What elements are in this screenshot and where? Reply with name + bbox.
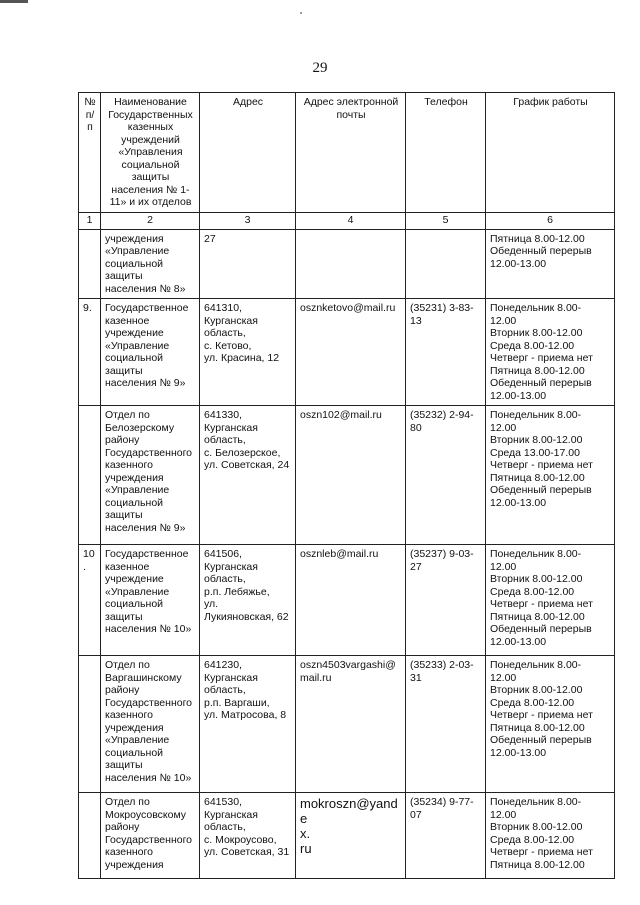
header-name: Наименование Государственных казенных учреждений «Управления социальной защиты населения № 1- 11» и их отделов	[101, 93, 200, 213]
row-number: 9.	[79, 299, 101, 406]
address: 641330, Курганская область, с. Белозерское, ул. Советская, 24	[200, 406, 296, 545]
table-row	[79, 545, 615, 656]
row-number	[79, 406, 101, 545]
header-email: Адрес электронной почты	[296, 93, 406, 213]
row-number	[79, 229, 101, 299]
social-protection-offices-table	[78, 92, 615, 879]
table-row	[79, 406, 615, 545]
scan-artifact-mark	[0, 0, 28, 3]
schedule: Понедельник 8.00- 12.00 Вторник 8.00-12.00 Среда 8.00-12.00 Четверг - приема нет Пятница 8.00-12.00 Обеденный перерыв 12.00-13.00	[486, 656, 615, 793]
email: mokroszn@yande x. ru	[296, 793, 406, 879]
institution-name: Отдел по Мокроусовскому району Государственного казенного учреждения	[101, 793, 200, 879]
header-address: Адрес	[200, 93, 296, 213]
institution-name: Отдел по Варгашинскому району Государственного казенного учреждения «Управление социальной защиты населения № 10»	[101, 656, 200, 793]
schedule: Пятница 8.00-12.00 Обеденный перерыв 12.00-13.00	[486, 229, 615, 299]
phone	[406, 229, 486, 299]
table-row	[79, 656, 615, 793]
phone: (35237) 9-03- 27	[406, 545, 486, 656]
column-numbers-row	[79, 212, 615, 229]
address: 27	[200, 229, 296, 299]
email: osznketovo@mail.ru	[296, 299, 406, 406]
institution-name: Государственное казенное учреждение «Управление социальной защиты населения № 10»	[101, 545, 200, 656]
table-header-row	[79, 93, 615, 213]
column-number: 5	[406, 212, 486, 229]
header-phone: Телефон	[406, 93, 486, 213]
address: 641310, Курганская область, с. Кетово, ул. Красина, 12	[200, 299, 296, 406]
schedule: Понедельник 8.00- 12.00 Вторник 8.00-12.00 Среда 8.00-12.00 Четверг - приема нет Пятница 8.00-12.00 Обеденный перерыв 12.00-13.00	[486, 299, 615, 406]
table-row	[79, 229, 615, 299]
email	[296, 229, 406, 299]
email: oszn4503vargashi@ mail.ru	[296, 656, 406, 793]
institution-name: Государственное казенное учреждение «Управление социальной защиты населения № 9»	[101, 299, 200, 406]
row-number: 10.	[79, 545, 101, 656]
phone: (35231) 3-83- 13	[406, 299, 486, 406]
institution-name: учреждения «Управление социальной защиты населения № 8»	[101, 229, 200, 299]
column-number: 2	[101, 212, 200, 229]
row-number	[79, 656, 101, 793]
table-row	[79, 299, 615, 406]
institution-name: Отдел по Белозерскому району Государственного казенного учреждения «Управление социальной защиты населения № 9»	[101, 406, 200, 545]
schedule: Понедельник 8.00- 12.00 Вторник 8.00-12.00 Среда 8.00-12.00 Четверг - приема нет Пятница 8.00-12.00 Обеденный перерыв 12.00-13.00	[486, 545, 615, 656]
column-number: 3	[200, 212, 296, 229]
address: 641530, Курганская область, с. Мокроусово, ул. Советская, 31	[200, 793, 296, 879]
address: 641230, Курганская область, р.п. Варгаши, ул. Матросова, 8	[200, 656, 296, 793]
header-number: № п/п	[79, 93, 101, 213]
address: 641506, Курганская область, р.п. Лебяжье, ул. Лукияновская, 62	[200, 545, 296, 656]
schedule: Понедельник 8.00- 12.00 Вторник 8.00-12.00 Среда 8.00-12.00 Четверг - приема нет Пятница 8.00-12.00	[486, 793, 615, 879]
schedule: Понедельник 8.00- 12.00 Вторник 8.00-12.00 Среда 13.00-17.00 Четверг - приема нет Пятница 8.00-12.00 Обеденный перерыв 12.00-13.00	[486, 406, 615, 545]
scan-artifact-dot	[300, 12, 302, 14]
page-number: 29	[312, 60, 328, 76]
row-number	[79, 793, 101, 879]
column-number: 6	[486, 212, 615, 229]
column-number: 1	[79, 212, 101, 229]
phone: (35234) 9-77- 07	[406, 793, 486, 879]
table-row	[79, 793, 615, 879]
phone: (35232) 2-94- 80	[406, 406, 486, 545]
email: oszn102@mail.ru	[296, 406, 406, 545]
email: osznleb@mail.ru	[296, 545, 406, 656]
phone: (35233) 2-03- 31	[406, 656, 486, 793]
column-number: 4	[296, 212, 406, 229]
header-schedule: График работы	[486, 93, 615, 213]
